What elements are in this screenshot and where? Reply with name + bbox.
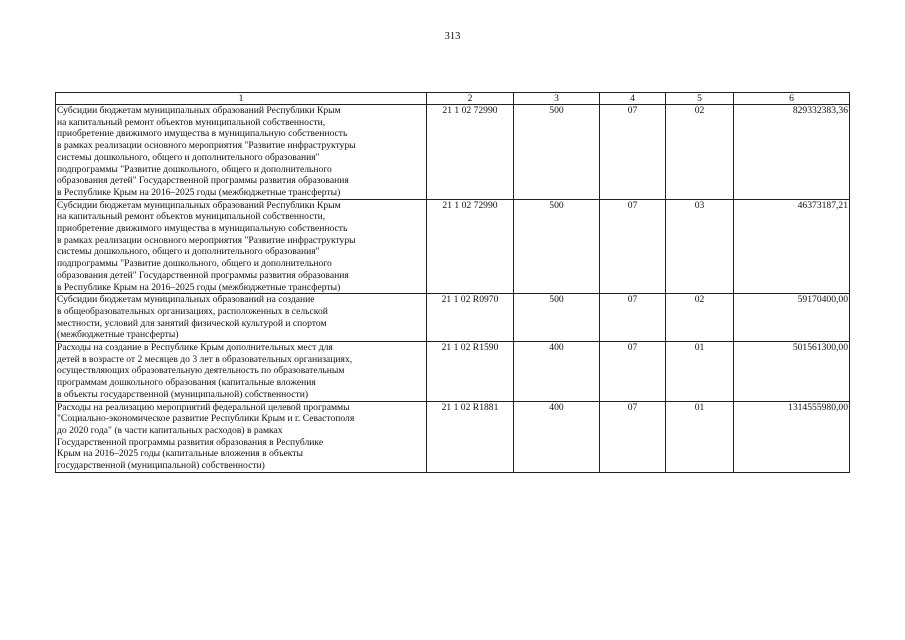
row-col-4: 07	[600, 342, 666, 402]
row-col-3: 500	[514, 199, 600, 294]
header-col-6: 6	[734, 93, 850, 105]
row-description: Субсидии бюджетам муниципальных образований Республики Крым на капитальный ремонт объектов муниципальной собственности, приобретение движимого имущества в муниципальную собственность в рамках реализации основного мероприятия "Развитие инфраструктуры системы дошкольного, общего и дополнительного образования" подпрограммы "Развитие дошкольного, общего и дополнительного образования детей" Государственной программы развития образования в Республике Крым на 2016–2025 годы (межбюджетные трансферты)	[56, 105, 427, 200]
table-row	[56, 105, 850, 200]
row-description: Субсидии бюджетам муниципальных образований на создание в общеобразовательных организациях, расположенных в сельской местности, условий для занятий физической культурой и спортом (межбюджетные трансферты)	[56, 294, 427, 342]
table-row	[56, 294, 850, 342]
row-description: Расходы на создание в Республике Крым дополнительных мест для детей в возрасте от 2 месяцев до 3 лет в образовательных организациях, осуществляющих образовательную деятельность по образовательным программам дошкольного образования (капитальные вложения в объекты государственной (муниципальной) собственности)	[56, 342, 427, 402]
row-col-3: 500	[514, 294, 600, 342]
header-col-2: 2	[427, 93, 514, 105]
row-col-5: 01	[666, 342, 734, 402]
row-code: 21 1 02 R1881	[427, 401, 514, 472]
row-code: 21 1 02 R0970	[427, 294, 514, 342]
header-row	[56, 93, 850, 105]
table-row	[56, 401, 850, 472]
table-row	[56, 342, 850, 402]
row-col-5: 03	[666, 199, 734, 294]
header-col-3: 3	[514, 93, 600, 105]
row-code: 21 1 02 R1590	[427, 342, 514, 402]
row-col-5: 01	[666, 401, 734, 472]
row-col-4: 07	[600, 401, 666, 472]
row-col-3: 400	[514, 342, 600, 402]
row-amount: 59170400,00	[734, 294, 850, 342]
header-col-1: 1	[56, 93, 427, 105]
row-amount: 829332383,36	[734, 105, 850, 200]
row-code: 21 1 02 72990	[427, 199, 514, 294]
header-col-4: 4	[600, 93, 666, 105]
table-row	[56, 199, 850, 294]
row-col-4: 07	[600, 105, 666, 200]
row-amount: 501561300,00	[734, 342, 850, 402]
header-col-5: 5	[666, 93, 734, 105]
row-col-3: 400	[514, 401, 600, 472]
row-amount: 46373187,21	[734, 199, 850, 294]
row-col-3: 500	[514, 105, 600, 200]
row-col-4: 07	[600, 199, 666, 294]
row-col-5: 02	[666, 294, 734, 342]
row-description: Расходы на реализацию мероприятий федеральной целевой программы "Социально-экономическое развитие Республики Крым и г. Севастополя до 2020 года" (в части капитальных расходов) в рамках Государственной программы развития образования в Республике Крым на 2016–2025 годы (капитальные вложения в объекты государственной (муниципальной) собственности)	[56, 401, 427, 472]
row-col-5: 02	[666, 105, 734, 200]
row-description: Субсидии бюджетам муниципальных образований Республики Крым на капитальный ремонт объектов муниципальной собственности, приобретение движимого имущества в муниципальную собственность в рамках реализации основного мероприятия "Развитие инфраструктуры системы дошкольного, общего и дополнительного образования" подпрограммы "Развитие дошкольного, общего и дополнительного образования детей" Государственной программы развития образования в Республике Крым на 2016–2025 годы (межбюджетные трансферты)	[56, 199, 427, 294]
row-amount: 1314555980,00	[734, 401, 850, 472]
page-number: 313	[444, 31, 461, 42]
budget-table	[55, 92, 850, 473]
row-code: 21 1 02 72990	[427, 105, 514, 200]
row-col-4: 07	[600, 294, 666, 342]
